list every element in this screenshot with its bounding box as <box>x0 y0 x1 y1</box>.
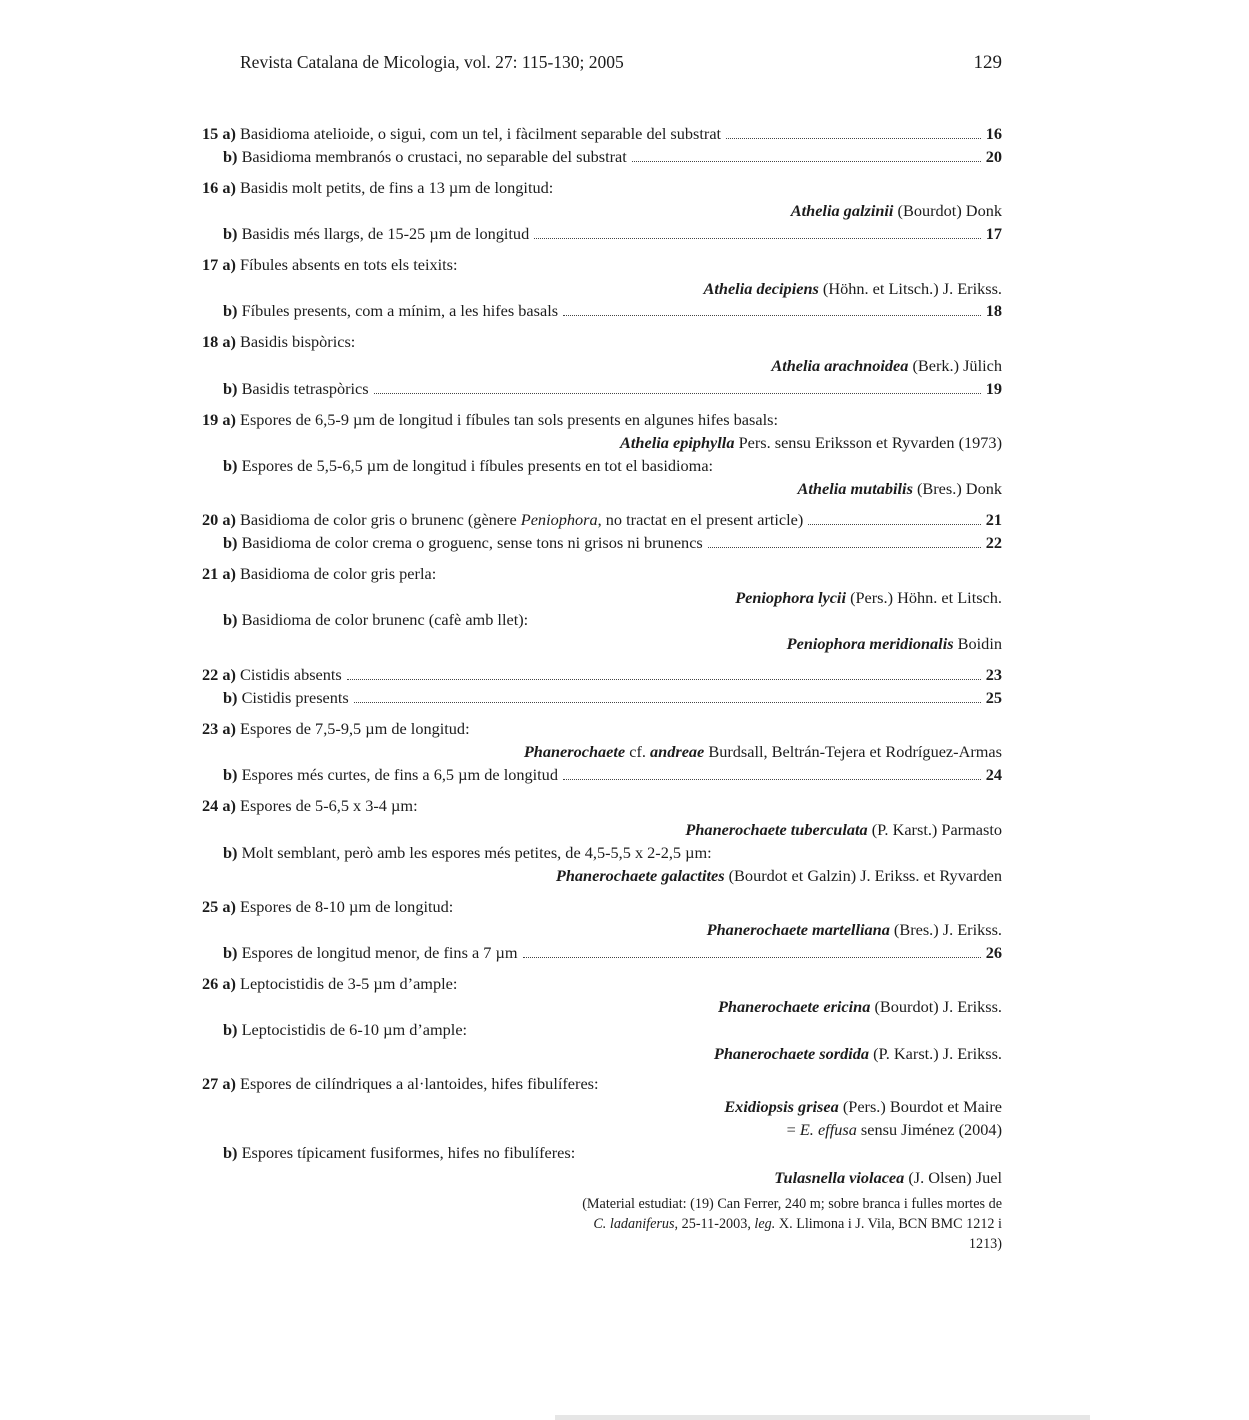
dot-leader <box>534 238 981 239</box>
taxon-phanerochaete-sordida: Phanerochaete sordida (P. Karst.) J. Erikss. <box>713 1044 1002 1063</box>
taxon-exidiopsis-grisea: Exidiopsis grisea (Pers.) Bourdot et Maire <box>724 1097 1002 1116</box>
key-couplet-27a: 27 a) Espores de cilíndriques a al·lantoides, hifes fibulíferes: <box>202 1074 599 1093</box>
taxon-peniophora-lycii: Peniophora lycii (Pers.) Höhn. et Litsch. <box>735 588 1002 607</box>
lead-number: 20 <box>985 147 1002 166</box>
key-couplet-22b: b) Cistidis presents 25 <box>223 688 1002 707</box>
taxon-athelia-arachnoidea: Athelia arachnoidea (Berk.) Jülich <box>771 356 1002 375</box>
taxon-athelia-galzinii: Athelia galzinii (Bourdot) Donk <box>790 201 1002 220</box>
dot-leader <box>374 393 981 394</box>
key-couplet-26b: b) Leptocistidis de 6-10 µm d’ample: <box>223 1020 468 1039</box>
lead-number: 26 <box>985 943 1002 962</box>
taxon-phanerochaete-andreae: Phanerochaete cf. andreae Burdsall, Beltrán-Tejera et Rodríguez-Armas <box>523 742 1002 761</box>
lead-number: 25 <box>985 688 1002 707</box>
taxon-athelia-mutabilis: Athelia mutabilis (Bres.) Donk <box>797 479 1002 498</box>
taxon-athelia-epiphylla: Athelia epiphylla Pers. sensu Eriksson et Ryvarden (1973) <box>620 433 1002 452</box>
key-couplet-21b: b) Basidioma de color brunenc (cafè amb llet): <box>223 610 529 629</box>
page-number: 129 <box>973 52 1002 73</box>
taxon-tulasnella-violacea: Tulasnella violacea (J. Olsen) Juel <box>774 1168 1002 1187</box>
lead-number: 22 <box>985 533 1002 552</box>
taxon-athelia-decipiens: Athelia decipiens (Höhn. et Litsch.) J. Erikss. <box>703 279 1002 298</box>
material-studied-note: (Material estudiat: (19) Can Ferrer, 240 m; sobre branca i fulles mortes de C. ladaniferus, 25-11-2003, leg. X. Llimona i J. Vila, BCN BMC 1212 i 1213) <box>582 1196 1002 1252</box>
taxon-phanerochaete-tuberculata: Phanerochaete tuberculata (P. Karst.) Parmasto <box>685 820 1002 839</box>
taxon-phanerochaete-martelliana: Phanerochaete martelliana (Bres.) J. Erikss. <box>706 920 1002 939</box>
key-couplet-16a: 16 a) Basidis molt petits, de fins a 13 µm de longitud: <box>202 178 554 197</box>
key-couplet-24a: 24 a) Espores de 5-6,5 x 3-4 µm: <box>202 796 418 815</box>
key-couplet-15a: 15 a) Basidioma atelioide, o sigui, com un tel, i fàcilment separable del substrat 16 <box>202 124 1002 143</box>
dot-leader <box>563 779 981 780</box>
lead-number: 16 <box>985 124 1002 143</box>
key-couplet-19b: b) Espores de 5,5-6,5 µm de longitud i fíbules presents en tot el basidioma: <box>223 456 714 475</box>
key-couplet-21a: 21 a) Basidioma de color gris perla: <box>202 564 437 583</box>
key-couplet-27b: b) Espores típicament fusiformes, hifes no fibulíferes: <box>223 1143 576 1162</box>
key-couplet-18a: 18 a) Basidis bispòrics: <box>202 332 356 351</box>
lead-number: 21 <box>985 510 1002 529</box>
key-couplet-23a: 23 a) Espores de 7,5-9,5 µm de longitud: <box>202 719 470 738</box>
key-couplet-17a: 17 a) Fíbules absents en tots els teixits: <box>202 255 458 274</box>
lead-number: 19 <box>985 379 1002 398</box>
taxon-phanerochaete-ericina: Phanerochaete ericina (Bourdot) J. Erikss. <box>717 997 1002 1016</box>
dot-leader <box>708 547 981 548</box>
key-couplet-19a: 19 a) Espores de 6,5-9 µm de longitud i fíbules tan sols presents en algunes hifes basals: <box>202 410 778 429</box>
key-couplet-17b: b) Fíbules presents, com a mínim, a les hifes basals 18 <box>223 301 1002 320</box>
key-couplet-25a: 25 a) Espores de 8-10 µm de longitud: <box>202 897 454 916</box>
dot-leader <box>354 702 981 703</box>
dot-leader <box>726 138 981 139</box>
key-couplet-16b: b) Basidis més llargs, de 15-25 µm de longitud 17 <box>223 224 1002 243</box>
lead-number: 23 <box>985 665 1002 684</box>
key-couplet-23b: b) Espores més curtes, de fins a 6,5 µm de longitud 24 <box>223 765 1002 784</box>
key-couplet-18b: b) Basidis tetraspòrics 19 <box>223 379 1002 398</box>
key-couplet-22a: 22 a) Cistidis absents 23 <box>202 665 1002 684</box>
dot-leader <box>347 679 981 680</box>
lead-number: 18 <box>985 301 1002 320</box>
key-couplet-20b: b) Basidioma de color crema o groguenc, sense tons ni grisos ni brunencs 22 <box>223 533 1002 552</box>
key-couplet-20a: 20 a) Basidioma de color gris o brunenc (gènere Peniophora, no tractat en el present article) 21 <box>202 510 1002 529</box>
journal-citation: Revista Catalana de Micologia, vol. 27: 115-130; 2005 <box>240 52 624 72</box>
scan-edge-shadow <box>555 1415 1090 1420</box>
key-couplet-26a: 26 a) Leptocistidis de 3-5 µm d’ample: <box>202 974 458 993</box>
dot-leader <box>563 315 981 316</box>
taxon-synonym: = E. effusa sensu Jiménez (2004) <box>786 1120 1002 1139</box>
key-couplet-24b: b) Molt semblant, però amb les espores més petites, de 4,5-5,5 x 2-2,5 µm: <box>223 843 712 862</box>
lead-number: 17 <box>985 224 1002 243</box>
dot-leader <box>632 161 981 162</box>
key-couplet-25b: b) Espores de longitud menor, de fins a 7 µm 26 <box>223 943 1002 962</box>
taxon-phanerochaete-galactites: Phanerochaete galactites (Bourdot et Galzin) J. Erikss. et Ryvarden <box>555 866 1002 885</box>
key-couplet-15b: b) Basidioma membranós o crustaci, no separable del substrat 20 <box>223 147 1002 166</box>
dot-leader <box>808 524 980 525</box>
lead-number: 24 <box>985 765 1002 784</box>
taxon-peniophora-meridionalis: Peniophora meridionalis Boidin <box>786 634 1002 653</box>
dot-leader <box>523 957 981 958</box>
